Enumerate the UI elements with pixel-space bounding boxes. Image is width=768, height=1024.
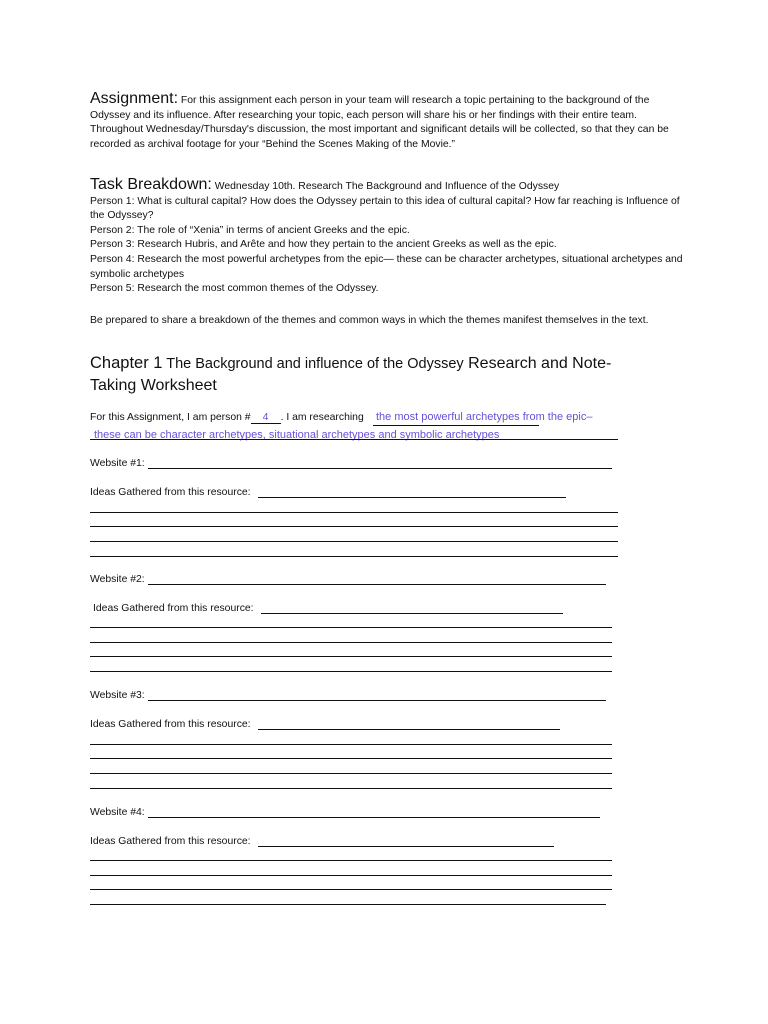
task-heading: Task Breakdown:: [90, 176, 212, 193]
person-4-task: Person 4: Research the most powerful archetypes from the epic— these can be character archetypes, situational archetypes and symbolic archetypes: [90, 253, 683, 280]
website-1-field[interactable]: [148, 468, 612, 469]
notes-line[interactable]: [90, 656, 612, 657]
chapter-title-mid: The Background and influence of the Odyssey: [162, 356, 464, 372]
prepared-note: Be prepared to share a breakdown of the themes and common ways in which the themes manifest themselves in the text.: [90, 315, 649, 326]
topic-field-line1[interactable]: the most powerful archetypes from the epic–: [376, 411, 593, 423]
notes-line[interactable]: [90, 541, 618, 542]
chapter-title-end: Research and Note-Taking Worksheet: [90, 355, 612, 394]
website-4-field[interactable]: [148, 817, 600, 818]
notes-line[interactable]: [90, 556, 618, 557]
ideas-2-label: Ideas Gathered from this resource:: [93, 603, 254, 614]
topic-field-line2[interactable]: these can be character archetypes, situational archetypes and symbolic archetypes: [94, 429, 500, 441]
assignment-text: For this assignment each person in your team will research a topic pertaining to the background of the Odyssey and its influence. After researching your topic, each person will share his or her findings with their entire team. Throughout Wednesday/Thursday's discussion, the most important and significant details will be collected, so that they can be recorded as archival footage for your “Behind the Scenes Making of the Movie.”: [90, 95, 669, 150]
person-2-task: Person 2: The role of “Xenia” in terms of ancient Greeks and the epic.: [90, 224, 410, 236]
notes-line[interactable]: [90, 773, 612, 774]
task-subtitle: Research The Background and Influence of the Odyssey: [295, 181, 560, 192]
chapter-label: Chapter 1: [90, 354, 163, 372]
ideas-1-field[interactable]: [258, 497, 566, 498]
notes-line[interactable]: [90, 904, 606, 905]
website-4-label: Website #4:: [90, 807, 145, 818]
person-3-task: Person 3: Research Hubris, and Arête and how they pertain to the ancient Greeks as well as the epic.: [90, 239, 557, 251]
notes-line[interactable]: [90, 788, 612, 789]
ideas-2-field[interactable]: [261, 613, 563, 614]
person-5-task: Person 5: Research the most common themes of the Odyssey.: [90, 283, 379, 295]
task-breakdown: [90, 178, 690, 297]
person-intro: [90, 412, 364, 424]
notes-line[interactable]: [90, 744, 612, 745]
notes-line[interactable]: [90, 671, 612, 672]
website-2-field[interactable]: [148, 584, 606, 585]
chapter-title: [90, 352, 650, 397]
ideas-4-label: Ideas Gathered from this resource:: [90, 836, 251, 847]
ideas-3-label: Ideas Gathered from this resource:: [90, 719, 251, 730]
ideas-3-field[interactable]: [258, 729, 560, 730]
website-2-label: Website #2:: [90, 574, 145, 585]
notes-line[interactable]: [90, 642, 612, 643]
notes-line[interactable]: [90, 526, 618, 527]
notes-line[interactable]: [90, 875, 612, 876]
notes-line[interactable]: [90, 758, 612, 759]
person-1-task: Person 1: What is cultural capital? How does the Odyssey pertain to this idea of cultural capital? How far reaching is Influence of the Odyssey?: [90, 195, 680, 222]
intro-text-a: For this Assignment, I am person #: [90, 412, 251, 423]
notes-line[interactable]: [90, 860, 612, 861]
website-3-label: Website #3:: [90, 690, 145, 701]
intro-text-b: . I am researching: [280, 412, 364, 423]
ideas-4-field[interactable]: [258, 846, 554, 847]
assignment-heading: Assignment:: [90, 90, 179, 107]
website-1-label: Website #1:: [90, 458, 145, 469]
notes-line[interactable]: [90, 627, 612, 628]
person-number-field[interactable]: 4: [251, 412, 281, 424]
notes-line[interactable]: [90, 512, 618, 513]
ideas-1-label: Ideas Gathered from this resource:: [90, 487, 251, 498]
assignment-paragraph: [90, 92, 680, 152]
website-3-field[interactable]: [148, 700, 606, 701]
topic-underline-2: [90, 439, 618, 440]
notes-line[interactable]: [90, 889, 612, 890]
topic-underline: [373, 425, 539, 426]
task-date: Wednesday 10th.: [211, 181, 296, 192]
